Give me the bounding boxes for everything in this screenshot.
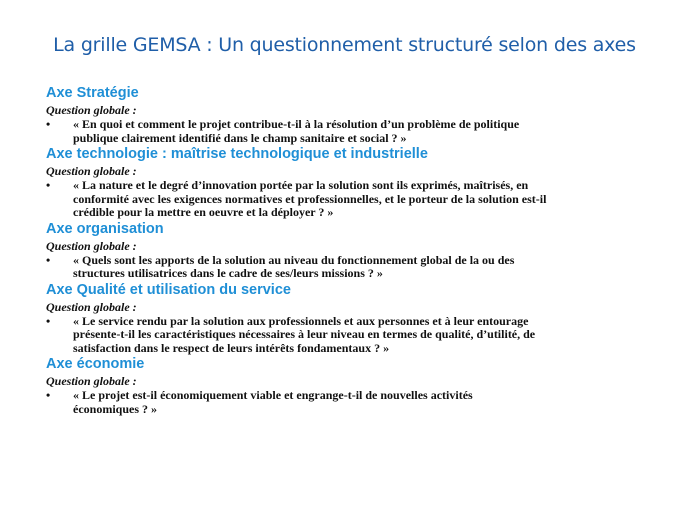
axis-qualite [46,282,656,356]
slide-content [46,85,656,417]
question-text-line: économiques ? » [73,401,157,416]
axis-heading: Axe organisation [46,220,164,237]
question-text-line: présente-t-il les caractéristiques nécessaires à leur niveau en termes de qualité, d’utilité, de [73,327,536,341]
question-text-line: « Quels sont les apports de la solution au niveau du fonctionnement global de la ou des [73,252,515,267]
axis-heading: Axe économie [46,356,145,372]
question-text-line: publique clairement identifié dans le champ sanitaire et social ? » [73,130,407,145]
question-label: Question globale : [46,103,137,117]
axis-technologie [46,146,656,220]
bullet-icon: • [46,117,51,131]
question-text-line: satisfaction dans le respect de leurs intérêts fondamentaux ? » [73,340,390,355]
question-text-line: « Le service rendu par la solution aux professionnels et aux personnes et à leur entourage [73,313,529,328]
bullet-icon: • [46,313,51,328]
question-text [73,179,656,220]
question-text-line: « En quoi et comment le projet contribue-t-il à la résolution d’un problème de politique [73,117,520,131]
bullet-item [46,315,656,356]
question-text-line: structures utilisatrices dans le cadre de ses/leurs missions ? » [73,266,383,280]
question-text [73,254,656,281]
bullet-item [46,118,656,145]
question-label: Question globale : [46,299,137,314]
bullet-item [46,179,656,220]
axis-heading: Axe Qualité et utilisation du service [46,281,291,298]
question-label: Question globale : [46,164,137,178]
axis-economie [46,356,656,416]
axis-strategie [46,85,656,145]
question-text [73,118,656,145]
question-label: Question globale : [46,374,137,388]
question-text-line: conformité avec les exigences normatives et professionnelles, et le porteur de la solution est-il [73,191,547,206]
question-text-line: « Le projet est-il économiquement viable et engrange-t-il de nouvelles activités [73,388,473,402]
axis-heading: Axe Stratégie [46,85,139,101]
bullet-item [46,254,656,281]
question-text-line: « La nature et le degré d’innovation portée par la solution sont ils exprimés, maîtrisés, en [73,178,529,192]
bullet-item [46,389,656,416]
axis-heading: Axe technologie : maîtrise technologique et industrielle [46,146,428,162]
bullet-icon: • [46,178,51,192]
question-text-line: crédible pour la mettre en oeuvre et la déployer ? » [73,205,334,219]
axis-organisation [46,221,656,281]
question-text [73,389,656,416]
bullet-icon: • [46,252,51,267]
bullet-icon: • [46,388,51,402]
question-label: Question globale : [46,238,137,253]
slide-title: La grille GEMSA : Un questionnement structuré selon des axes [53,34,636,56]
question-text [73,315,656,356]
